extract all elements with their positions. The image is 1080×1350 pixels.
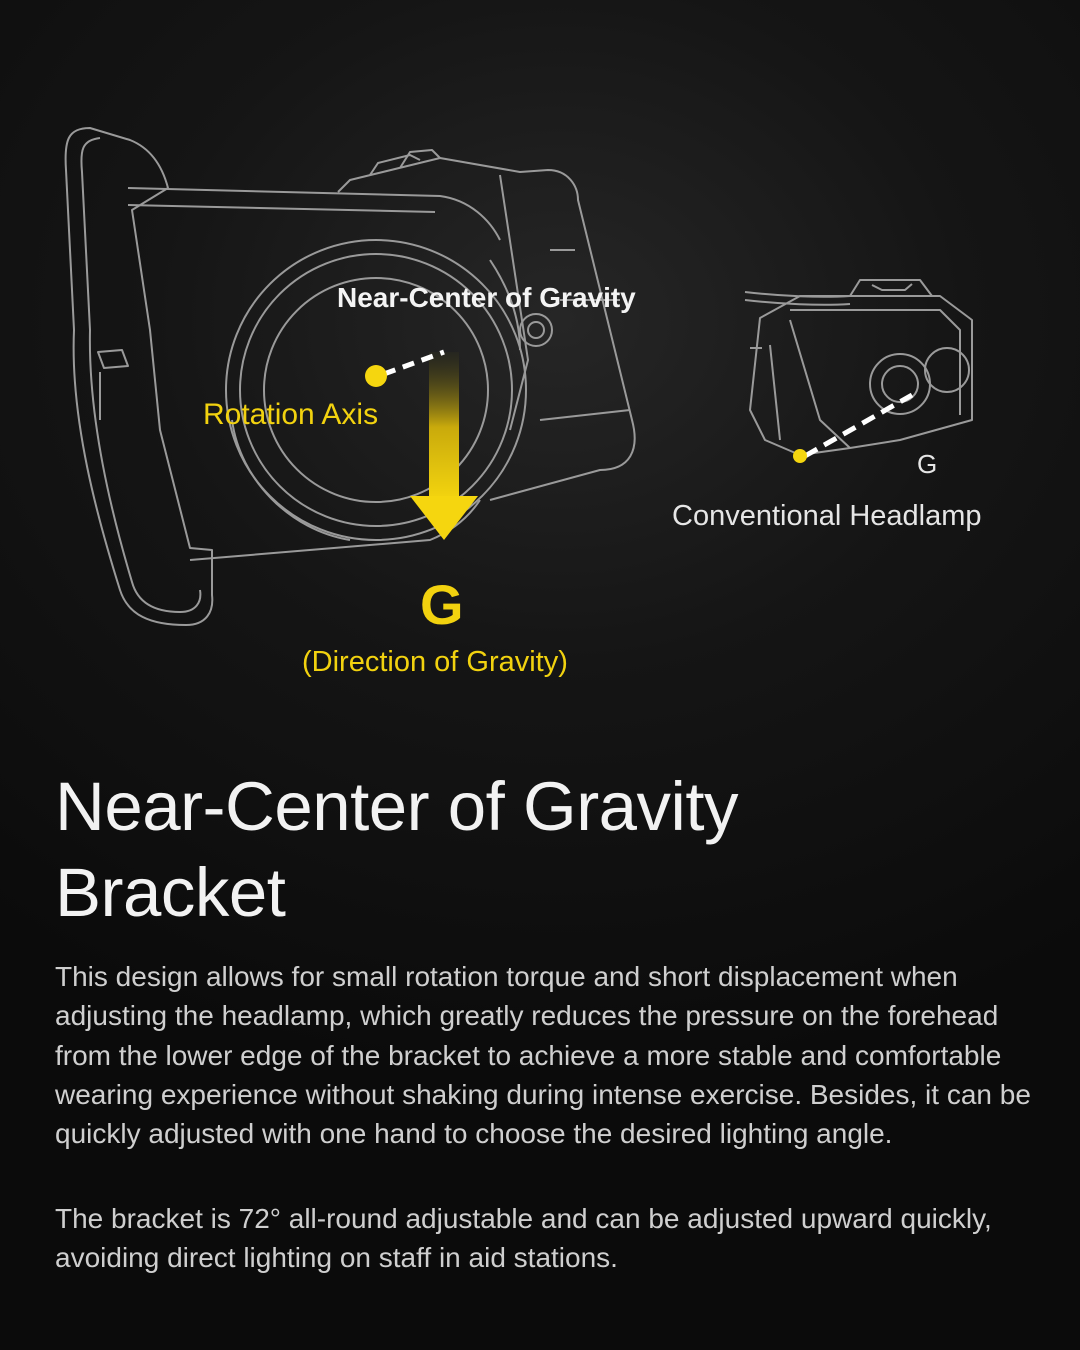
conventional-gravity-symbol: G [917, 449, 938, 479]
rotation-axis-dot [365, 365, 387, 387]
gravity-direction-label: (Direction of Gravity) [302, 646, 568, 678]
near-center-label: Near-Center of Gravity [337, 282, 636, 313]
description-paragraph-2: The bracket is 72° all-round adjustable and can be adjusted upward quickly, avoiding direct lighting on staff in aid stations. [55, 1203, 992, 1274]
page-title [55, 764, 1035, 936]
gravity-symbol: G [420, 573, 464, 636]
description-paragraph-1: This design allows for small rotation torque and short displacement when adjusting the headlamp, which greatly reduces the pressure on the forehead from the lower edge of the bracket to achieve a more stable and comfortable wearing experience without shaking during intense exercise. Besides, it can be quickly adjusted with one hand to choose the desired lighting angle. [55, 961, 1031, 1150]
title-line-1: Near-Center of Gravity [55, 768, 739, 845]
gravity-arrow-shaft [429, 352, 459, 502]
conventional-headlamp-drawing [745, 280, 972, 455]
bracket-headlamp-drawing [66, 128, 635, 625]
conventional-headlamp-label: Conventional Headlamp [672, 500, 982, 532]
title-line-2: Bracket [55, 854, 286, 931]
conventional-axis-dot [793, 449, 807, 463]
rotation-axis-label: Rotation Axis [203, 398, 379, 431]
